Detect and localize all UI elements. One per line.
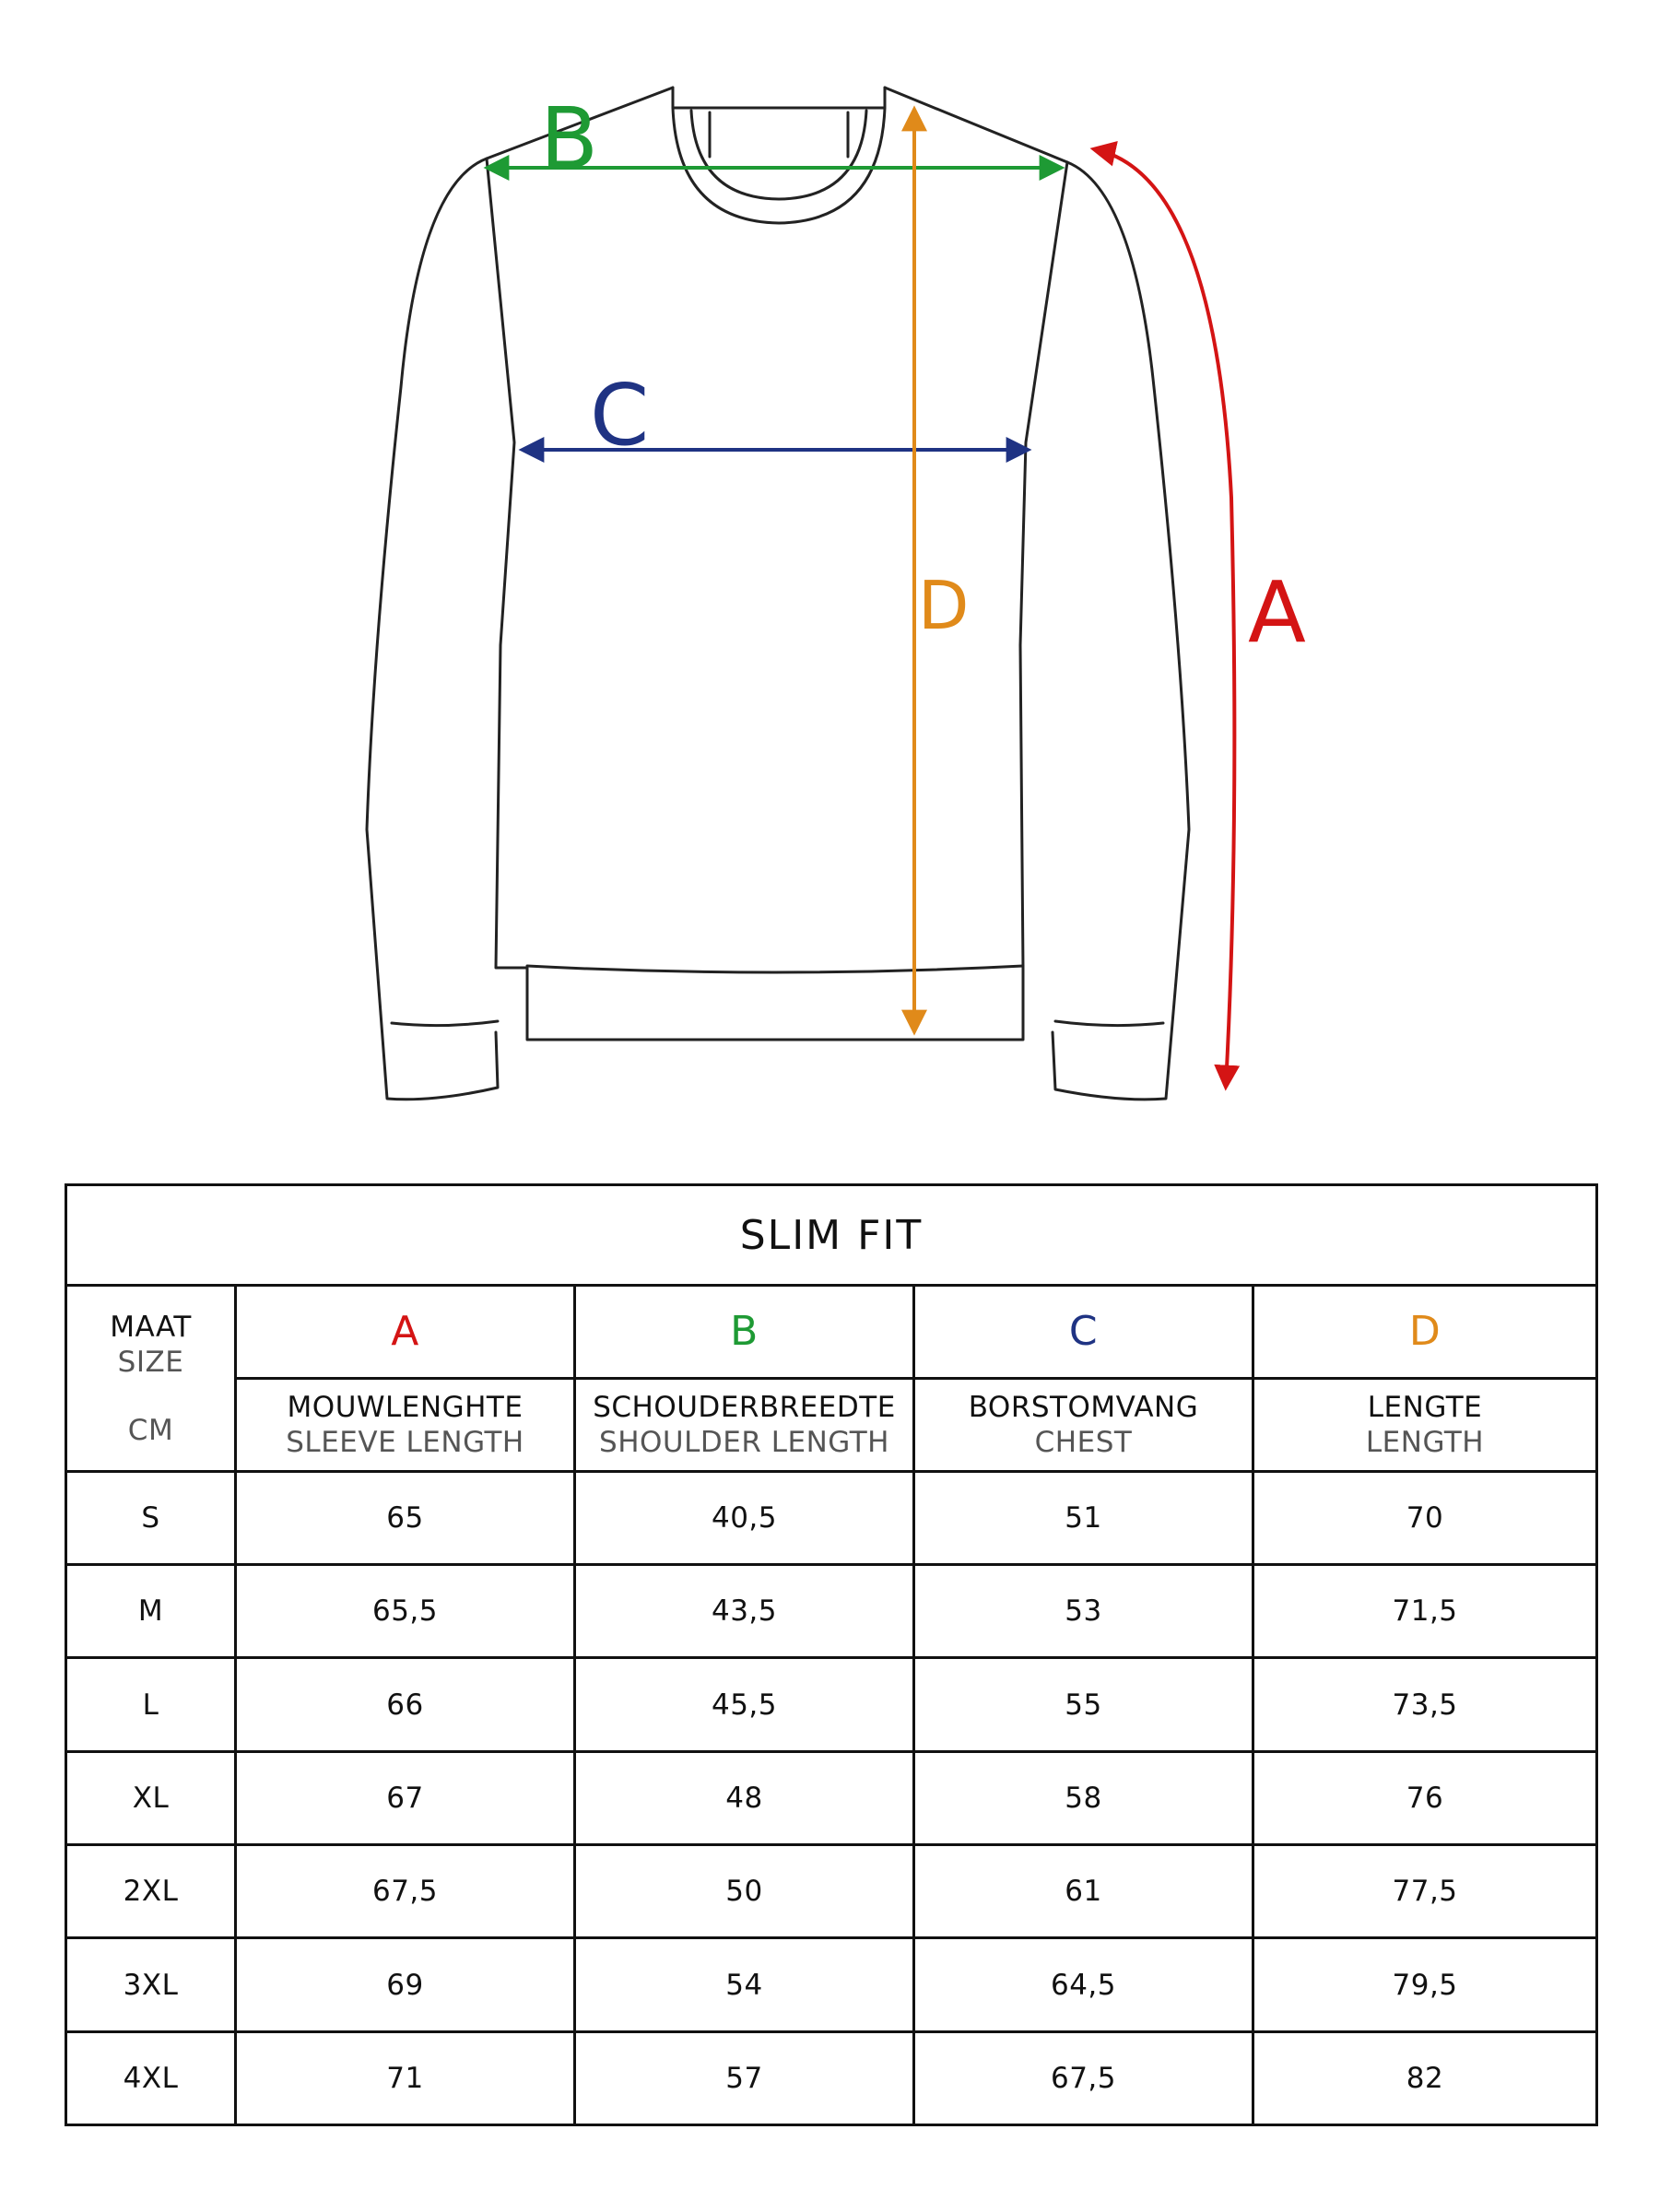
column-en-b: SHOULDER LENGTH [599, 1425, 889, 1459]
column-desc-a [236, 1378, 575, 1471]
size-cell: L [66, 1658, 236, 1751]
column-letter-b: B [575, 1286, 914, 1378]
size-cell: M [66, 1565, 236, 1658]
shoulder-length-cell: 57 [575, 2031, 914, 2124]
sleeve-length-cell: 67,5 [236, 1845, 575, 1938]
size-cell: XL [66, 1751, 236, 1844]
chest-cell: 55 [914, 1658, 1253, 1751]
length-cell: 79,5 [1253, 1938, 1597, 2031]
size-cell: 4XL [66, 2031, 236, 2124]
column-en-d: LENGTH [1365, 1425, 1485, 1459]
column-nl-c: BORSTOMVANG [968, 1390, 1199, 1424]
length-cell: 70 [1253, 1471, 1597, 1564]
shoulder-length-cell: 48 [575, 1751, 914, 1844]
table-row [66, 1938, 1597, 2031]
sleeve-length-cell: 66 [236, 1658, 575, 1751]
chest-cell: 58 [914, 1751, 1253, 1844]
table-row [66, 1845, 1597, 1938]
column-desc-b [575, 1378, 914, 1471]
sweater-outline-icon [367, 88, 1189, 1100]
table-row [66, 1658, 1597, 1751]
shoulder-length-cell: 54 [575, 1938, 914, 2031]
shoulder-length-cell: 40,5 [575, 1471, 914, 1564]
label-c: C [590, 366, 650, 465]
column-desc-c [914, 1378, 1253, 1471]
column-en-a: SLEEVE LENGTH [286, 1425, 524, 1459]
sleeve-length-cell: 65,5 [236, 1565, 575, 1658]
chest-cell: 51 [914, 1471, 1253, 1564]
column-desc-d [1253, 1378, 1597, 1471]
size-table [65, 1183, 1598, 2126]
label-a: A [1248, 563, 1306, 662]
table-row [66, 1565, 1597, 1658]
size-header-cell [66, 1286, 236, 1472]
length-cell: 76 [1253, 1751, 1597, 1844]
label-d: D [918, 567, 970, 644]
table-row [66, 1471, 1597, 1564]
column-nl-d: LENGTE [1367, 1390, 1483, 1424]
shoulder-length-cell: 50 [575, 1845, 914, 1938]
length-cell: 77,5 [1253, 1845, 1597, 1938]
unit-label: CM [127, 1413, 174, 1447]
chest-cell: 64,5 [914, 1938, 1253, 2031]
column-letter-d: D [1253, 1286, 1597, 1378]
column-en-c: CHEST [1034, 1425, 1133, 1459]
column-nl-b: SCHOUDERBREEDTE [593, 1390, 896, 1424]
table-row [66, 1751, 1597, 1844]
chest-cell: 53 [914, 1565, 1253, 1658]
chest-cell: 67,5 [914, 2031, 1253, 2124]
length-cell: 73,5 [1253, 1658, 1597, 1751]
header-row-letters [66, 1286, 1597, 1378]
size-label: SIZE [117, 1345, 184, 1379]
length-cell: 82 [1253, 2031, 1597, 2124]
size-cell: S [66, 1471, 236, 1564]
sleeve-length-cell: 65 [236, 1471, 575, 1564]
sleeve-length-cell: 71 [236, 2031, 575, 2124]
chest-cell: 61 [914, 1845, 1253, 1938]
table-row [66, 2031, 1597, 2124]
title-row [66, 1185, 1597, 1286]
sleeve-length-cell: 69 [236, 1938, 575, 2031]
label-b: B [540, 89, 599, 188]
sleeve-arrow [1095, 149, 1234, 1086]
header-row-descriptions [66, 1378, 1597, 1471]
maat-label: MAAT [110, 1310, 192, 1344]
column-nl-a: MOUWLENGHTE [287, 1390, 524, 1424]
column-letter-c: C [914, 1286, 1253, 1378]
shoulder-length-cell: 43,5 [575, 1565, 914, 1658]
table-title: SLIM FIT [66, 1185, 1597, 1286]
size-cell: 3XL [66, 1938, 236, 2031]
shoulder-length-cell: 45,5 [575, 1658, 914, 1751]
sleeve-length-cell: 67 [236, 1751, 575, 1844]
size-cell: 2XL [66, 1845, 236, 1938]
column-letter-a: A [236, 1286, 575, 1378]
length-cell: 71,5 [1253, 1565, 1597, 1658]
